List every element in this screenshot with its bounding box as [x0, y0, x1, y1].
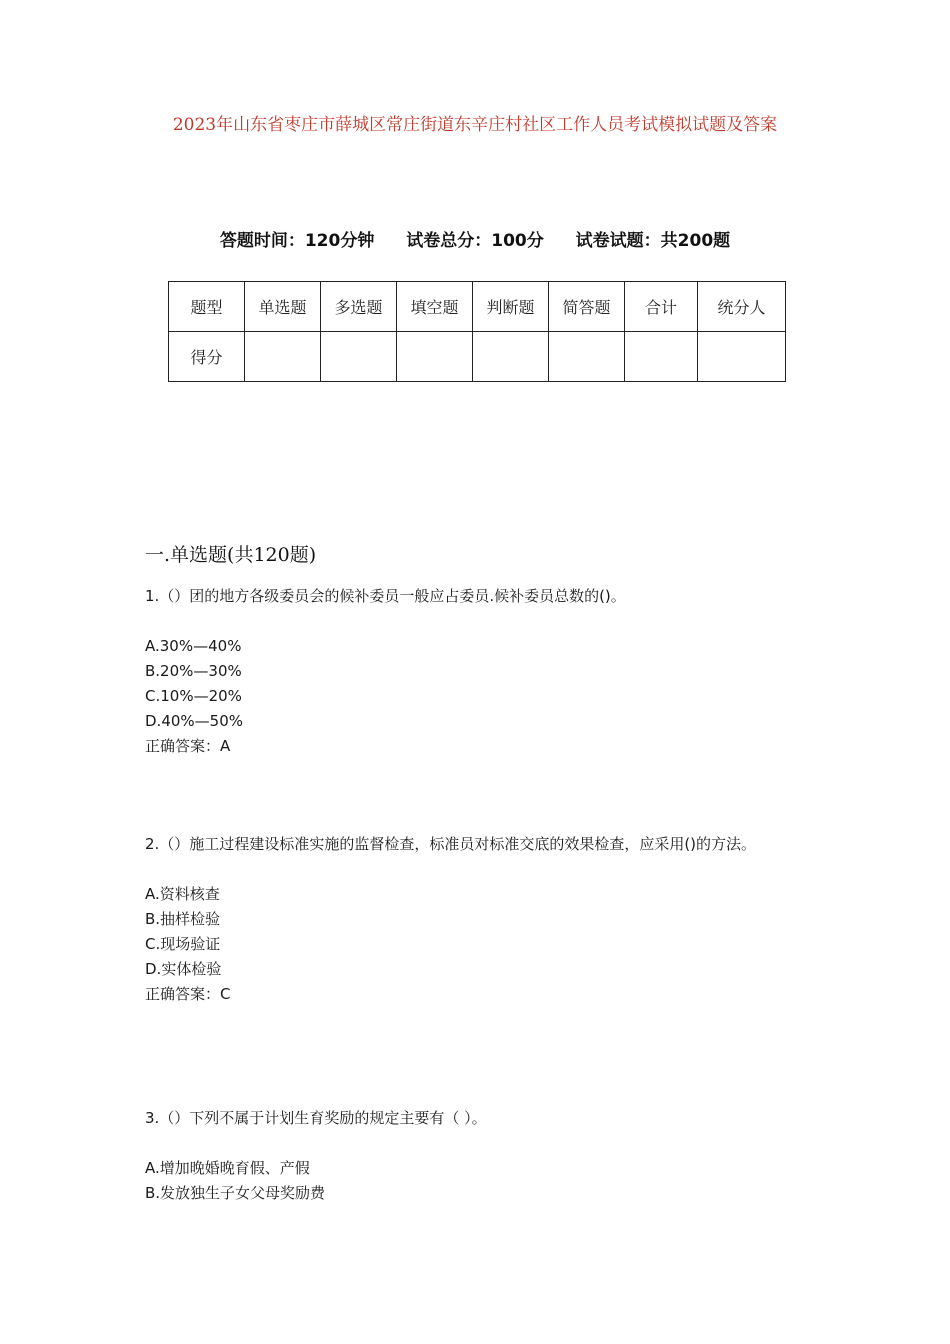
question-stem: 3.（）下列不属于计划生育奖励的规定主要有（ ）。	[145, 1109, 487, 1127]
score-cell	[397, 332, 473, 382]
score-header-cell: 单选题	[245, 282, 321, 332]
question-option: B.抽样检验	[145, 910, 221, 928]
score-header-cell: 填空题	[397, 282, 473, 332]
score-header-cell: 统分人	[698, 282, 786, 332]
score-header-cell: 题型	[169, 282, 245, 332]
question-option: D.40%—50%	[145, 712, 243, 730]
question-stem: 2.（）施工过程建设标准实施的监督检查，标准员对标准交底的效果检查，应采用()的方法。	[145, 835, 757, 853]
score-header-cell: 判断题	[473, 282, 549, 332]
question-stem: 1.（）团的地方各级委员会的候补委员一般应占委员.候补委员总数的()。	[145, 587, 626, 605]
score-cell	[549, 332, 625, 382]
question-option: D.实体检验	[145, 960, 222, 978]
score-table	[168, 281, 786, 382]
question-option: C.现场验证	[145, 935, 221, 953]
score-row-label: 得分	[169, 332, 245, 382]
document-title: 2023年山东省枣庄市薛城区常庄街道东辛庄村社区工作人员考试模拟试题及答案	[172, 115, 778, 135]
score-header-cell: 合计	[625, 282, 698, 332]
score-cell	[473, 332, 549, 382]
question-answer: 正确答案：C	[145, 985, 231, 1003]
score-header-cell: 简答题	[549, 282, 625, 332]
score-table-header-row	[169, 282, 786, 332]
question-option: A.增加晚婚晚育假、产假	[145, 1159, 310, 1177]
score-cell	[245, 332, 321, 382]
question-option: A.30%—40%	[145, 637, 242, 655]
score-table-score-row	[169, 332, 786, 382]
question-option: C.10%—20%	[145, 687, 242, 705]
score-header-cell: 多选题	[321, 282, 397, 332]
score-cell	[698, 332, 786, 382]
score-cell	[625, 332, 698, 382]
question-item	[145, 584, 815, 759]
section-title: 一.单选题(共120题)	[145, 544, 317, 566]
question-option: B.20%—30%	[145, 662, 242, 680]
exam-meta	[0, 226, 950, 251]
question-option: B.发放独生子女父母奖励费	[145, 1184, 326, 1202]
exam-time: 答题时间：120分钟	[219, 231, 375, 251]
score-cell	[321, 332, 397, 382]
question-option: A.资料核查	[145, 885, 220, 903]
exam-total-score: 试卷总分：100分	[406, 231, 544, 251]
question-item	[145, 832, 815, 1007]
exam-total-questions: 试卷试题：共200题	[575, 231, 731, 251]
question-item	[145, 1106, 815, 1206]
question-answer: 正确答案：A	[145, 737, 231, 755]
